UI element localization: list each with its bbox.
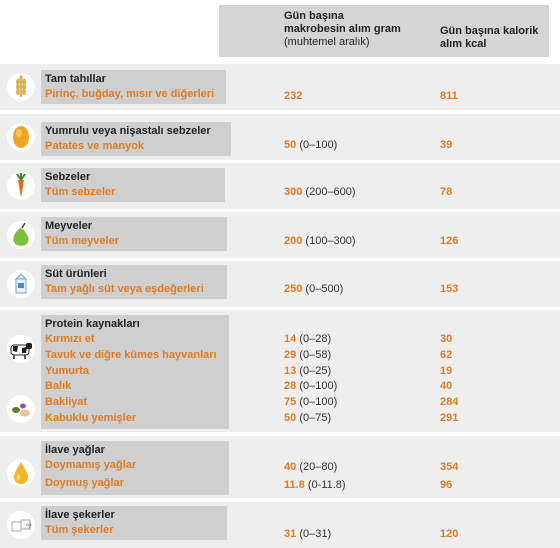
item-name: Doymuş yağlar — [45, 476, 124, 489]
carrot-icon — [4, 169, 38, 203]
table-row — [0, 261, 560, 307]
grams-number: 250 — [284, 283, 303, 295]
item-name: Pirinç, buğday, mısır ve diğerleri — [45, 88, 215, 100]
oil-drop-icon — [4, 456, 38, 490]
item-name: Tüm meyveler — [45, 235, 119, 247]
grams-range: (0–100) — [299, 380, 338, 393]
column-header-kcal-line1: Gün başına kalorik — [440, 25, 539, 37]
table-row — [0, 64, 560, 110]
category-title: İlave şekerler — [45, 509, 115, 521]
kcal-value: 811 — [440, 90, 458, 102]
column-header-grams-sub: (muhtemel aralık) — [284, 36, 370, 48]
grams-range: (0–100) — [299, 139, 338, 151]
category-title: Sebzeler — [45, 171, 91, 183]
grams-value — [284, 379, 337, 395]
wheat-icon — [4, 70, 38, 104]
kcal-value: 19 — [440, 364, 453, 377]
item-name: Kırmızı et — [45, 333, 95, 345]
grams-number: 29 — [284, 348, 297, 361]
grams-value — [284, 348, 331, 364]
grams-value — [284, 234, 356, 250]
item-name: Bakliyat — [45, 396, 88, 409]
pear-icon — [4, 218, 38, 252]
grams-range: (0-11.8) — [307, 478, 346, 491]
grams-number: 40 — [284, 461, 297, 473]
grams-number: 14 — [284, 333, 297, 345]
category-label — [41, 315, 229, 429]
grams-range: (0–75) — [299, 412, 332, 424]
potato-icon — [4, 120, 38, 154]
category-label — [41, 122, 231, 156]
grams-value — [284, 364, 331, 380]
item-name: Tavuk ve diğre kümes hayvanları — [45, 348, 217, 361]
grams-range: (0–31) — [299, 528, 332, 540]
table-row — [0, 436, 560, 498]
kcal-value: 78 — [440, 186, 453, 198]
kcal-value: 62 — [440, 348, 453, 361]
category-title: Protein kaynakları — [45, 318, 140, 330]
grams-range: (100–300) — [305, 235, 356, 247]
grams-range: (0–58) — [299, 348, 332, 361]
grams-value — [284, 282, 343, 298]
sugar-cube-icon — [4, 508, 38, 542]
category-label — [41, 168, 225, 202]
kcal-value: 284 — [440, 396, 459, 409]
grams-number: 232 — [284, 90, 303, 102]
cow-icon — [4, 332, 38, 366]
category-label — [41, 506, 227, 540]
grams-range: (0–25) — [299, 364, 332, 377]
item-name: Doymamış yağlar — [45, 459, 137, 471]
column-header-kcal — [440, 25, 555, 51]
table-row — [0, 310, 560, 432]
item-name: Patates ve manyok — [45, 140, 145, 152]
kcal-value: 153 — [440, 283, 459, 295]
category-title: Meyveler — [45, 220, 93, 232]
grams-number: 300 — [284, 186, 303, 198]
table-row — [0, 114, 560, 160]
grams-value — [284, 89, 302, 105]
category-label — [41, 441, 229, 495]
grams-number: 28 — [284, 380, 297, 393]
item-name: Tüm şekerler — [45, 524, 114, 536]
table-row — [0, 212, 560, 258]
column-header-grams-line2: makrobesin alım gram — [284, 23, 401, 35]
grams-range: (0–500) — [305, 283, 344, 295]
item-name: Tam yağlı süt veya eşdeğerleri — [45, 283, 204, 295]
category-label — [41, 265, 227, 299]
grams-value — [284, 460, 337, 476]
category-label — [41, 70, 226, 104]
grams-number: 31 — [284, 528, 297, 540]
kcal-value: 126 — [440, 235, 459, 247]
table-row — [0, 502, 560, 548]
grams-value — [284, 138, 337, 154]
category-title: Tam tahıllar — [45, 73, 106, 85]
column-header-grams — [284, 10, 434, 49]
item-name: Tüm sebzeler — [45, 186, 116, 198]
grams-number: 50 — [284, 139, 297, 151]
table-row — [0, 163, 560, 209]
legumes-icon — [4, 392, 38, 426]
kcal-value: 40 — [440, 380, 453, 393]
grams-range: (0–28) — [299, 333, 332, 345]
grams-number: 13 — [284, 364, 297, 377]
grams-value — [284, 527, 331, 543]
item-name: Kabuklu yemişler — [45, 411, 137, 424]
grams-number: 11.8 — [284, 478, 305, 491]
grams-value — [284, 185, 356, 201]
grams-range: (200–600) — [305, 186, 356, 198]
column-header-grams-line1: Gün başına — [284, 10, 344, 22]
grams-value — [284, 395, 337, 411]
kcal-value: 39 — [440, 139, 453, 151]
category-title: İlave yağlar — [45, 444, 105, 456]
category-title: Süt ürünleri — [45, 268, 107, 280]
grams-value — [284, 411, 331, 427]
milk-carton-icon — [4, 267, 38, 301]
grams-value — [284, 478, 346, 494]
kcal-value: 291 — [440, 412, 459, 424]
category-title: Yumrulu veya nişastalı sebzeler — [45, 125, 211, 137]
kcal-value: 96 — [440, 478, 453, 491]
kcal-value: 120 — [440, 528, 459, 540]
column-header-kcal-line2: alım kcal — [440, 38, 487, 50]
grams-value — [284, 332, 331, 348]
grams-number: 50 — [284, 412, 297, 424]
item-name: Balık — [45, 380, 72, 393]
kcal-value: 354 — [440, 461, 459, 473]
grams-number: 200 — [284, 235, 303, 247]
grams-range: (0–100) — [299, 396, 338, 409]
grams-number: 75 — [284, 396, 297, 409]
grams-range: (20–80) — [299, 461, 338, 473]
category-label — [41, 217, 227, 251]
kcal-value: 30 — [440, 333, 453, 345]
item-name: Yumurta — [45, 364, 90, 377]
